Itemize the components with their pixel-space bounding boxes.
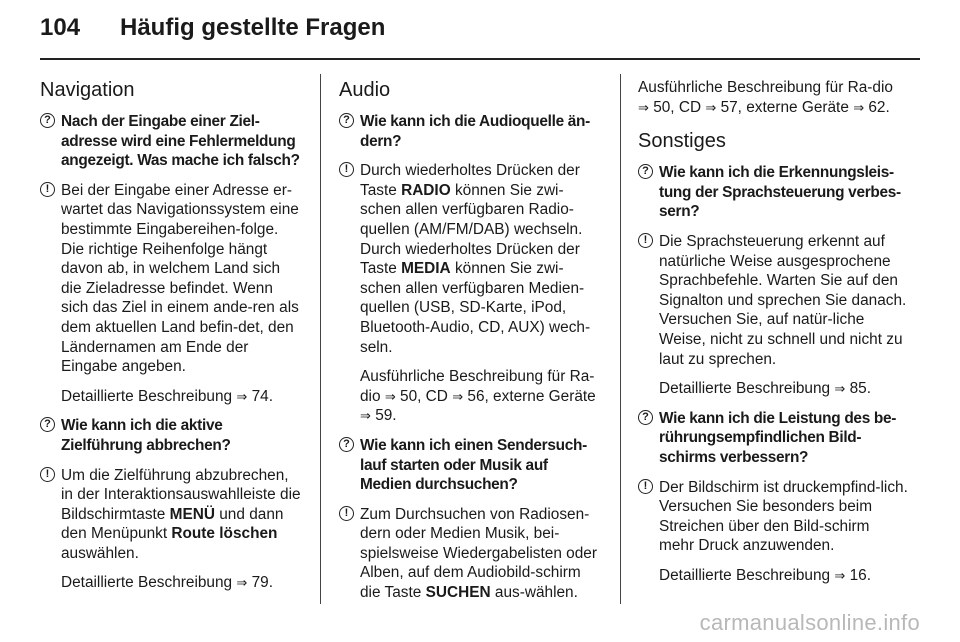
reference-link[interactable]: 79. [251, 574, 273, 592]
question-text: Nach der Eingabe einer Ziel-adresse wird eine Fehlermeldung angezeigt. Was mache ich falsch? [61, 113, 300, 170]
key-suchen: SUCHEN [425, 584, 491, 602]
question-icon: ? [339, 113, 354, 128]
question-item [339, 112, 601, 151]
reference-link[interactable]: 57, externe Geräte [720, 98, 849, 116]
question-icon: ? [638, 164, 653, 179]
column-divider-2 [620, 74, 621, 604]
question-text: Wie kann ich die Erkennungsleis-tung der Sprachsteuerung verbes-sern? [659, 164, 901, 221]
answer-icon: ! [339, 506, 354, 521]
question-item [638, 409, 908, 468]
ref-arrow-icon: ⇒ [236, 388, 248, 404]
reference-link[interactable]: 50, CD [400, 387, 448, 405]
reference-link[interactable]: 59. [375, 407, 397, 425]
key-menu: MENÜ [169, 505, 215, 523]
key-media: MEDIA [401, 260, 451, 278]
page-number: 104 [40, 14, 81, 41]
ref-arrow-icon: ⇒ [834, 381, 846, 397]
header-rule [40, 58, 920, 60]
answer-text: Zum Durchsuchen von Radiosen-dern oder Medien Musik, bei-spielsweise Wiedergabelisten oder Alben, auf dem Audiobild-schirm die Taste SUCHEN aus-wählen. [360, 505, 597, 602]
answer-icon: ! [40, 182, 55, 197]
question-item [40, 416, 302, 455]
question-icon: ? [638, 410, 653, 425]
column-divider-1 [320, 74, 321, 604]
page-header [40, 14, 385, 54]
reference-link[interactable]: 50, CD [653, 98, 702, 116]
answer-icon: ! [339, 162, 354, 177]
detail-reference: Detaillierte Beschreibung ⇒ 16. [659, 566, 871, 584]
column-sonstiges [638, 78, 908, 595]
reference-link[interactable]: 56, externe Geräte [467, 387, 596, 405]
answer-item [638, 232, 908, 369]
answer-icon: ! [638, 479, 653, 494]
answer-text: Die Sprachsteuerung erkennt auf natürliche Weise ausgesprochene Sprachbefehle. Warten Sie auf den Signalton und sprechen Sie danach. Versuchen Sie, auf natür-liche Weise, nicht zu schnell und nicht zu laut zu sprechen. [659, 232, 907, 368]
column-navigation [40, 78, 302, 603]
detail-reference: Ausführliche Beschreibung für Ra-dio ⇒ 50, CD ⇒ 56, externe Geräte ⇒ 59. [360, 368, 596, 425]
question-text: Wie kann ich die Audioquelle än-dern? [360, 113, 590, 150]
answer-item [339, 505, 601, 603]
section-title-navigation: Navigation [40, 79, 135, 101]
ref-arrow-icon: ⇒ [360, 408, 371, 424]
answer-item [40, 466, 302, 564]
ref-arrow-icon: ⇒ [452, 388, 464, 404]
key-radio: RADIO [401, 181, 451, 199]
answer-icon: ! [40, 467, 55, 482]
question-item [40, 112, 302, 171]
answer-icon: ! [638, 233, 653, 248]
answer-text: Um die Zielführung abzubrechen, in der Interaktionsauswahlleiste die Bildschirmtaste MENÜ und dann den Menüpunkt Route löschen auswählen. [61, 466, 301, 562]
answer-text: Bei der Eingabe einer Adresse er-wartet das Navigationssystem eine bestimmte Eingabereihen-folge. Die richtige Reihenfolge hängt davon ab, in welchem Land sich die Zieladresse befindet. Wenn sich das Ziel in einem ande-ren als dem aktuellen Land befin-det, den Ländernamen am Ende der Eingabe angeben. [61, 181, 299, 376]
answer-item [40, 181, 302, 377]
answer-text: Der Bildschirm ist druckempfind-lich. Versuchen Sie besonders beim Streichen über den Bild-schirm mehr Druck anzuwenden. [659, 478, 908, 555]
watermark: carmanualsonline.info [699, 610, 920, 635]
question-icon: ? [339, 437, 354, 452]
answer-text: Durch wiederholtes Drücken der Taste RADIO können Sie zwi-schen allen verfügbaren Radio-quellen (AM/FM/DAB) wechseln. Durch wiederholtes Drücken der Taste MEDIA können Sie zwi-schen allen verfügbaren Medien-quellen (USB, SD-Karte, iPod, Bluetooth-Audio, CD, AUX) wech-seln. [360, 162, 591, 356]
reference-link[interactable]: 85. [849, 380, 871, 398]
question-text: Wie kann ich die aktive Zielführung abbrechen? [61, 417, 231, 454]
page-title: Häufig gestellte Fragen [120, 14, 386, 41]
question-icon: ? [40, 417, 55, 432]
section-title-sonstiges: Sonstiges [638, 130, 726, 153]
question-text: Wie kann ich die Leistung des be-rührungsempfindlichen Bild-schirms verbessern? [659, 409, 897, 466]
column-audio [339, 78, 601, 613]
detail-reference: Detaillierte Beschreibung ⇒ 74. [61, 387, 273, 405]
ref-arrow-icon: ⇒ [834, 567, 846, 583]
reference-link[interactable]: 16. [849, 566, 871, 584]
ref-arrow-icon: ⇒ [638, 99, 649, 115]
key-route-loeschen: Route löschen [171, 525, 278, 543]
ref-arrow-icon: ⇒ [853, 99, 865, 115]
detail-reference: Ausführliche Beschreibung für Ra-dio ⇒ 50, CD ⇒ 57, externe Geräte ⇒ 62. [638, 79, 893, 116]
question-icon: ? [40, 113, 55, 128]
section-title-audio: Audio [339, 79, 391, 101]
reference-link[interactable]: 62. [868, 98, 890, 116]
detail-reference: Detaillierte Beschreibung ⇒ 85. [659, 380, 871, 398]
question-item [339, 436, 601, 495]
ref-arrow-icon: ⇒ [705, 99, 717, 115]
question-text: Wie kann ich einen Sendersuch-lauf starten oder Musik auf Medien durchsuchen? [360, 436, 587, 494]
reference-link[interactable]: 74. [251, 387, 273, 405]
detail-reference: Detaillierte Beschreibung ⇒ 79. [61, 574, 273, 592]
answer-item [339, 161, 601, 357]
ref-arrow-icon: ⇒ [384, 388, 396, 404]
ref-arrow-icon: ⇒ [236, 575, 248, 591]
question-item [638, 163, 908, 222]
answer-item [638, 478, 908, 556]
